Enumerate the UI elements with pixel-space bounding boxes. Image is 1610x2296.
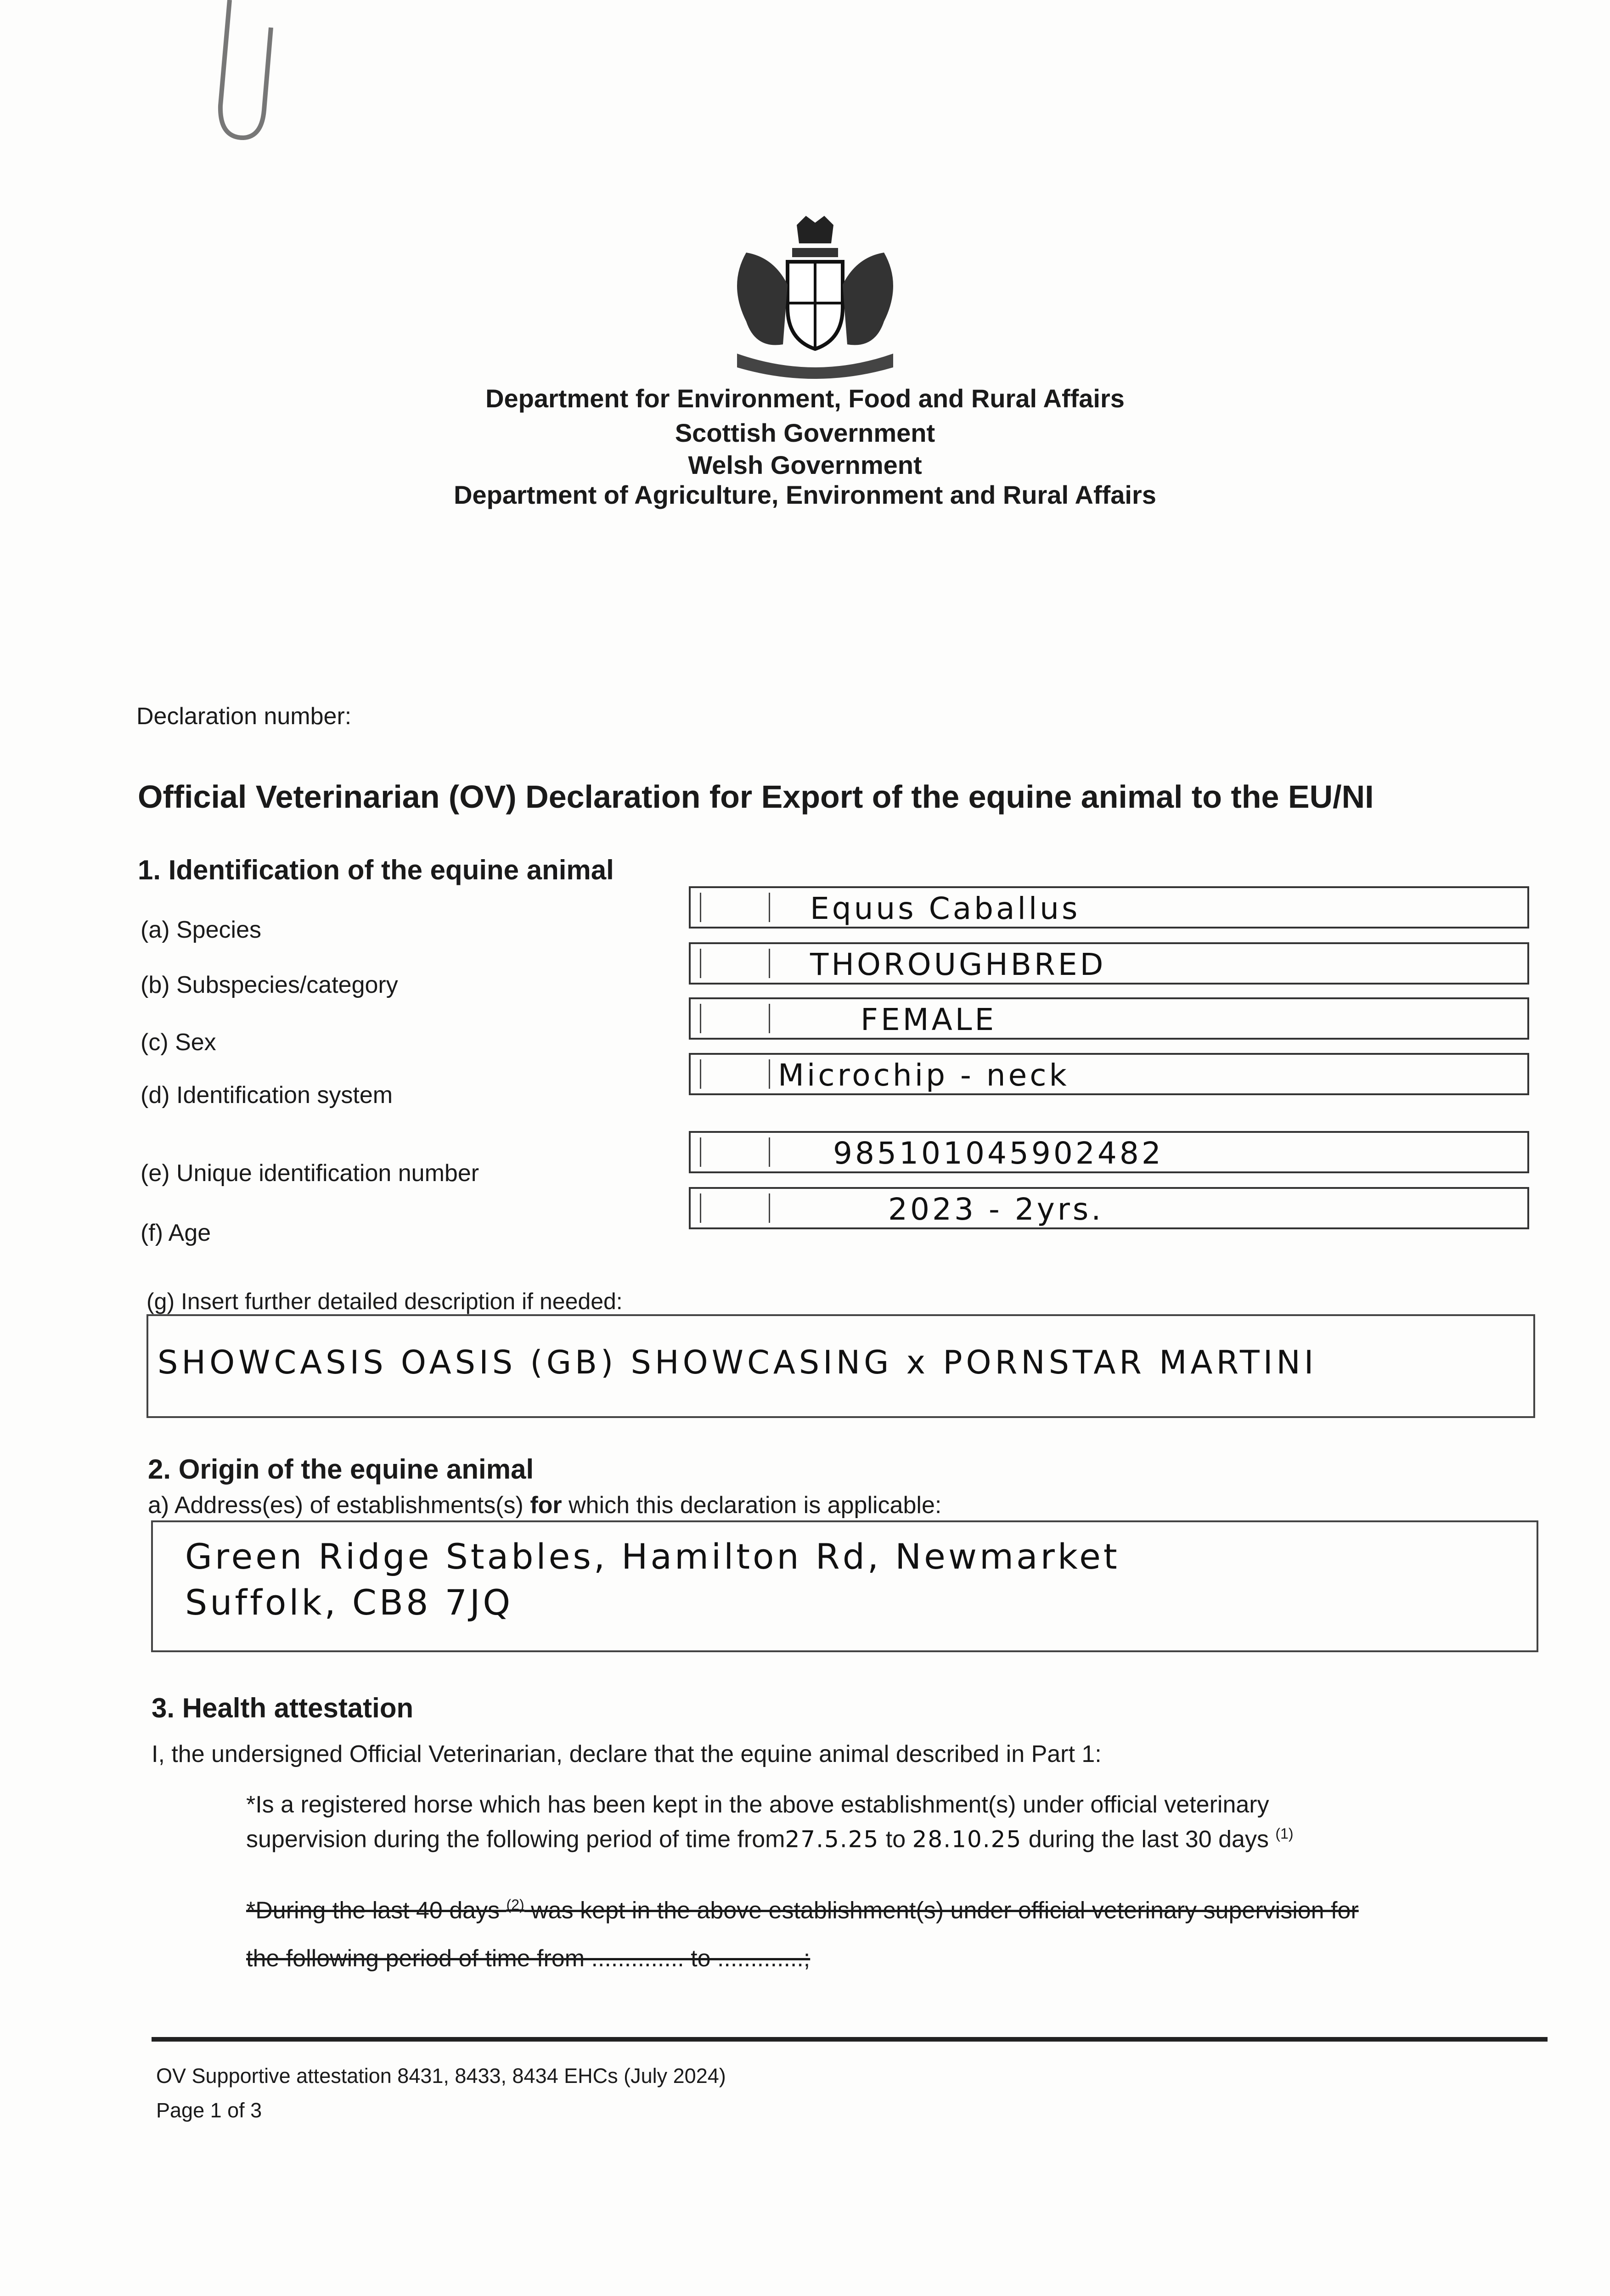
sex-label: (c) Sex (141, 1029, 216, 1056)
option2-line1 (246, 1896, 1359, 1924)
address-field[interactable] (151, 1520, 1538, 1652)
paper-clip-icon (202, 0, 280, 147)
subspecies-value: THOROUGHBRED (810, 947, 1106, 982)
declaration-number-label: Declaration number: (136, 703, 352, 730)
label-part: a) Address(es) of establishments(s) (148, 1492, 530, 1519)
age-value: 2023 - 2yrs. (888, 1192, 1104, 1227)
description-label: (g) Insert further detailed description if needed: (146, 1289, 623, 1314)
address-line-1: Green Ridge Stables, Hamilton Rd, Newmarket (185, 1536, 1120, 1577)
option2-line2: the following period of time from .............. to .............; (246, 1945, 811, 1972)
sex-value: FEMALE (861, 1002, 997, 1037)
document-title: Official Veterinarian (OV) Declaration for Export of the equine animal to the EU/NI (138, 779, 1374, 815)
subspecies-label: (b) Subspecies/category (141, 972, 398, 998)
footnote-ref: (2) (506, 1896, 524, 1913)
label-part: which this declaration is applicable: (562, 1492, 942, 1519)
age-field[interactable] (689, 1187, 1529, 1229)
text: supervision during the following period of time from (246, 1826, 785, 1853)
subspecies-field[interactable] (689, 942, 1529, 985)
section1-heading: 1. Identification of the equine animal (138, 855, 614, 885)
department-line: Welsh Government (688, 450, 922, 479)
footnote-ref: (1) (1275, 1825, 1294, 1842)
identification-system-label: (d) Identification system (141, 1082, 393, 1109)
date-from: 27.5.25 (785, 1826, 879, 1853)
footer-divider (152, 2037, 1548, 2042)
department-line: Scottish Government (675, 418, 935, 447)
species-value: Equus Caballus (810, 891, 1081, 926)
footer-form-ref: OV Supportive attestation 8431, 8433, 8434 EHCs (July 2024) (156, 2064, 726, 2088)
text: during the last 30 days (1022, 1826, 1276, 1853)
unique-id-value: 985101045902482 (833, 1136, 1164, 1171)
species-label: (a) Species (141, 917, 261, 943)
species-field[interactable] (689, 886, 1529, 929)
description-field[interactable] (146, 1314, 1535, 1418)
section3-heading: 3. Health attestation (152, 1693, 414, 1723)
unique-id-label: (e) Unique identification number (141, 1160, 479, 1187)
option1-line1: *Is a registered horse which has been kept in the above establishment(s) under official veterinary (246, 1791, 1269, 1818)
page-number: Page 1 of 3 (156, 2099, 262, 2122)
identification-system-field[interactable] (689, 1053, 1529, 1095)
sex-field[interactable] (689, 997, 1529, 1040)
address-line-2: Suffolk, CB8 7JQ (185, 1582, 513, 1623)
text: was kept in the above establishment(s) under official veterinary supervision for (524, 1897, 1359, 1924)
text: *During the last 40 days (246, 1897, 507, 1924)
identification-system-value: Microchip - neck (778, 1058, 1070, 1093)
unique-id-field[interactable] (689, 1131, 1529, 1173)
date-to: 28.10.25 (912, 1826, 1022, 1853)
text: to (879, 1826, 912, 1853)
age-label: (f) Age (141, 1220, 211, 1246)
department-line: Department of Agriculture, Environment and Rural Affairs (454, 480, 1156, 509)
section2-heading: 2. Origin of the equine animal (148, 1454, 534, 1485)
description-value: SHOWCASIS OASIS (GB) SHOWCASING x PORNSTAR MARTINI (158, 1344, 1317, 1381)
department-line: Department for Environment, Food and Rural Affairs (485, 384, 1125, 413)
option1-line2 (246, 1825, 1294, 1853)
attestation-intro: I, the undersigned Official Veterinarian, declare that the equine animal described in Part 1: (152, 1741, 1102, 1767)
royal-coat-of-arms-icon (719, 216, 912, 381)
establishment-label (148, 1491, 941, 1519)
label-part: for (530, 1492, 562, 1519)
